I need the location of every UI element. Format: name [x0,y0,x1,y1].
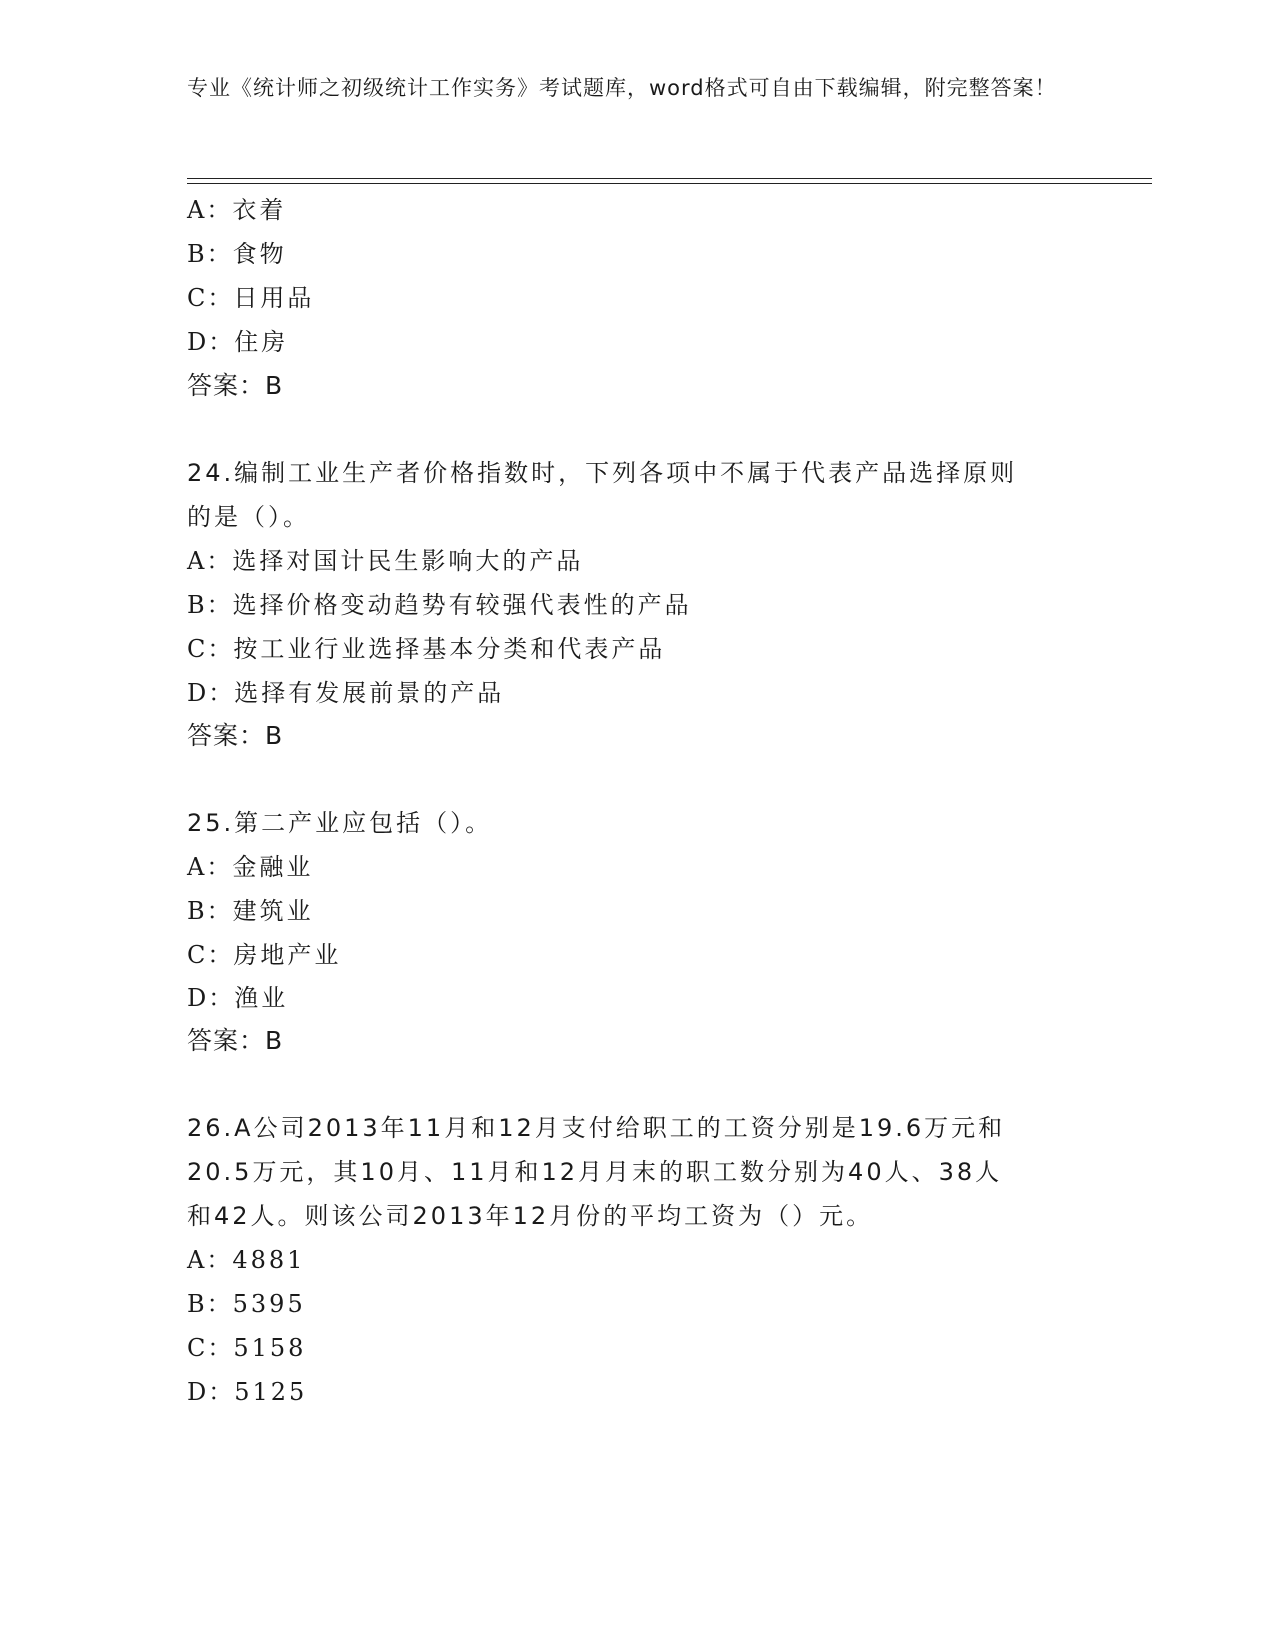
option-c: C：日用品 [187,284,315,312]
page-header: 专业《统计师之初级统计工作实务》考试题库，word格式可自由下载编辑，附完整答案！ [187,76,1057,100]
option-b: B：建筑业 [187,897,314,925]
option-text: 选择价格变动趋势有较强代表性的产品 [232,591,692,619]
option-text: 选择对国计民生影响大的产品 [232,547,584,575]
answer-line: 答案：B [187,371,284,400]
option-text: 建筑业 [232,897,314,925]
header-rule-bottom [187,183,1152,184]
question-stem: 和42人。则该公司2013年12月份的平均工资为（）元。 [187,1202,874,1230]
option-c: C：按工业行业选择基本分类和代表产品 [187,635,666,663]
option-c: C：房地产业 [187,941,342,969]
option-b: B：食物 [187,240,287,268]
option-b: B：选择价格变动趋势有较强代表性的产品 [187,591,692,619]
question-stem: 20.5万元，其10月、11月和12月月末的职工数分别为40人、38人 [187,1158,1003,1186]
option-text: 5125 [234,1378,308,1406]
option-text: 渔业 [234,984,289,1012]
option-d: D：住房 [187,328,289,356]
option-text: 选择有发展前景的产品 [234,679,505,707]
option-text: 4881 [232,1246,306,1274]
option-d: D：5125 [187,1378,308,1406]
option-text: 食物 [232,240,287,268]
option-b: B：5395 [187,1290,306,1318]
question-stem: 26.A公司2013年11月和12月支付给职工的工资分别是19.6万元和 [187,1114,1006,1142]
answer-line: 答案：B [187,721,284,750]
question-stem: 24.编制工业生产者价格指数时，下列各项中不属于代表产品选择原则 [187,459,1018,487]
header-rule-top [187,178,1152,179]
option-a: A：金融业 [187,853,314,881]
option-d: D：渔业 [187,984,289,1012]
question-stem: 25.第二产业应包括（）。 [187,809,493,837]
option-text: 住房 [234,328,289,356]
option-text: 金融业 [232,853,314,881]
option-a: A：4881 [187,1246,306,1274]
option-text: 5158 [233,1334,307,1362]
question-stem: 的是（）。 [187,503,310,531]
option-text: 衣着 [232,196,287,224]
option-a: A：选择对国计民生影响大的产品 [187,547,584,575]
answer-line: 答案：B [187,1026,284,1055]
option-text: 房地产业 [233,941,342,969]
option-c: C：5158 [187,1334,307,1362]
option-text: 按工业行业选择基本分类和代表产品 [233,635,666,663]
option-text: 5395 [232,1290,306,1318]
option-a: A：衣着 [187,196,287,224]
option-d: D：选择有发展前景的产品 [187,679,505,707]
option-text: 日用品 [233,284,315,312]
